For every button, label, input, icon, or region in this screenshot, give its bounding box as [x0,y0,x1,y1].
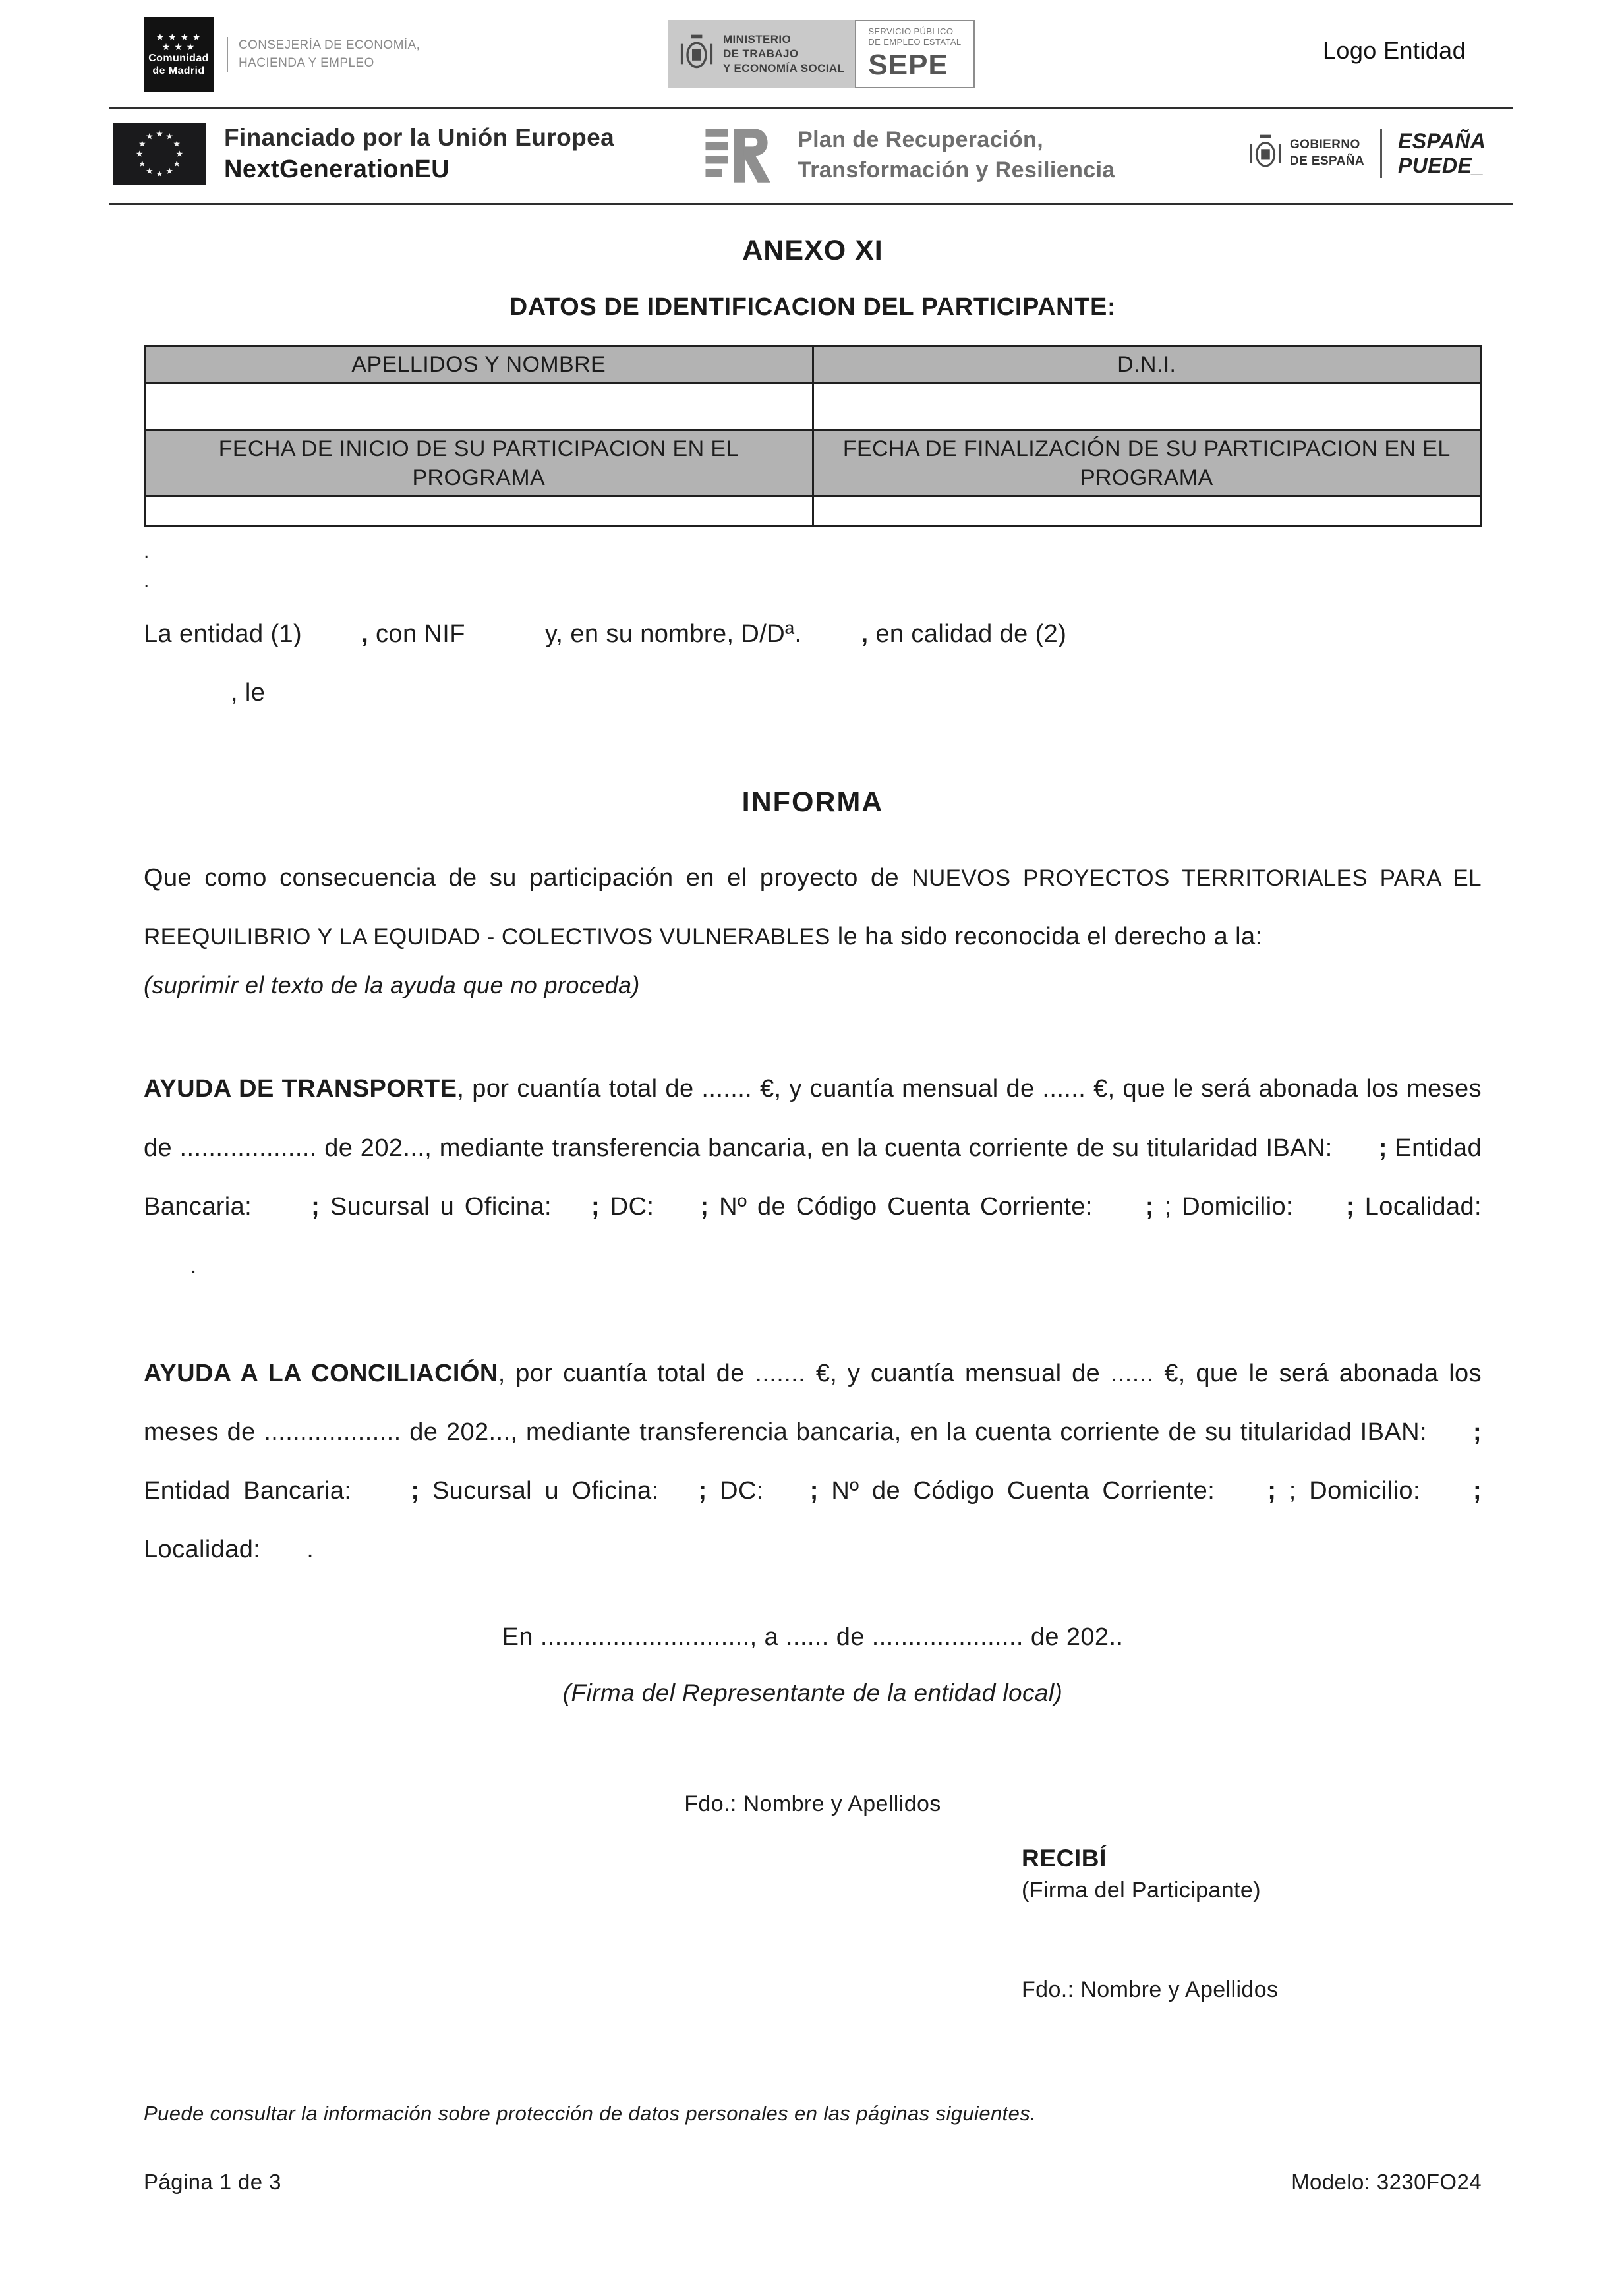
informa-heading: INFORMA [741,786,884,818]
header-fecha-inicio: FECHA DE INICIO DE SU PARTICIPACION EN EL PROGRAMA [145,430,813,496]
ministerio-line3: Y ECONOMÍA SOCIAL [723,62,845,75]
conciliacion-text-1: , por cuantía total de ....... €, y cuantía mensual de ...... €, que le será abonada los meses de ................... de 202..., mediante transferencia bancaria, en la cuenta corriente de su titularidad IBAN: [144,1359,1482,1446]
value-fecha-fin [813,496,1481,527]
ministerio-logo [668,20,855,88]
table-value-row-1 [145,383,1481,430]
ayuda-conciliacion-lead: AYUDA A LA CONCILIACIÓN [144,1359,498,1387]
header-dni: D.N.I. [813,347,1481,383]
value-fecha-inicio [145,496,813,527]
transporte-text-4: DC: [600,1192,654,1221]
eu-funding-label [224,124,614,184]
consejeria-line2: HACIENDA Y EMPLEO [239,56,374,70]
espana-line2: PUEDE_ [1398,153,1484,177]
ministerio-line1: MINISTERIO [723,32,792,45]
sepe-small-line1: SERVICIO PÚBLICO [868,26,954,36]
madrid-stars-row1: ★ ★ ★ ★ [156,32,202,43]
espana-puede-logo [1380,129,1486,178]
eu-flag-icon [113,123,206,185]
madrid-logo-text2: de Madrid [152,65,205,76]
comunidad-madrid-block [144,17,420,92]
semicolon: ; [1267,1477,1277,1505]
value-dni [813,383,1481,430]
sepe-wordmark: SEPE [868,49,948,82]
logo-entidad-placeholder: Logo Entidad [1323,37,1466,64]
stray-dot-1: . [144,540,150,563]
semicolon: ; [1472,1477,1482,1505]
sepe-logo [855,20,974,88]
conciliacion-text-2: Entidad Bancaria: [144,1477,352,1505]
espana-line1: ESPAÑA [1398,129,1486,153]
header-fecha-fin: FECHA DE FINALIZACIÓN DE SU PARTICIPACION EN EL PROGRAMA [813,430,1481,496]
informa-text-1: Que como consecuencia de su participación en el proyecto de [144,863,912,892]
fdo-participant: Fdo.: Nombre y Apellidos [1022,1977,1279,2002]
semicolon: ; [411,1477,420,1505]
ayuda-transporte-paragraph [144,1060,1482,1295]
semicolon: ; [809,1477,819,1505]
suprimir-note: (suprimir el texto de la ayuda que no proceda) [144,971,640,999]
page-number: Página 1 de 3 [144,2170,281,2194]
madrid-logo-text1: Comunidad [148,52,209,64]
informa-text-3: le ha sido reconocida el derecho a la: [830,923,1263,951]
coat-of-arms-icon [678,32,715,76]
entidad-text-3: y, en su nombre, D/Dª. [537,620,802,649]
transporte-text-6: ; Domicilio: [1153,1192,1293,1221]
entidad-text-2: con NIF [368,620,465,649]
gobierno-label [1290,137,1380,169]
transporte-text-5: Nº de Código Cuenta Corriente: [709,1192,1093,1221]
ministerio-line2: DE TRABAJO [723,47,799,60]
document-body [0,206,1624,2125]
transporte-text-2: Entidad Bancaria: [144,1134,1482,1221]
informa-paragraph [144,849,1482,967]
period: . [306,1536,314,1564]
stray-dots [144,536,1482,596]
gobierno-coat-of-arms-icon [1248,132,1283,175]
table-header-row-2 [145,430,1481,496]
bold-comma-2: , [861,620,869,649]
eu-funding-line2: NextGenerationEU [224,156,450,183]
bold-comma-1: , [361,620,369,649]
semicolon: ; [700,1192,709,1221]
participant-signature-caption: (Firma del Participante) [1022,1877,1261,1903]
plan-line1: Plan de Recuperación, [798,127,1044,153]
entidad-text-4: en calidad de (2) [868,620,1067,649]
section-title: DATOS DE IDENTIFICACION DEL PARTICIPANTE: [509,293,1116,321]
page-title: ANEXO XI [742,235,883,266]
semicolon: ; [1145,1192,1154,1221]
recibi-block [1022,1845,1482,1903]
conciliacion-text-5: Nº de Código Cuenta Corriente: [818,1477,1215,1505]
ministerio-sepe-block [668,20,975,88]
eu-funding-block [113,123,614,185]
data-protection-note: Puede consultar la información sobre protección de datos personales en las páginas siguientes. [144,2101,1037,2125]
gobierno-espana-block [1248,129,1486,178]
comunidad-madrid-logo [144,17,214,92]
plan-recuperacion-label [798,125,1115,186]
table-header-row-1 [145,347,1481,383]
semicolon: ; [1345,1192,1355,1221]
plan-recuperacion-block [704,121,1115,190]
transporte-text-3: Sucursal u Oficina: [320,1192,552,1221]
consejeria-line1: CONSEJERÍA DE ECONOMÍA, [239,38,420,53]
conciliacion-text-7: Localidad: [144,1536,261,1564]
semicolon: ; [591,1192,600,1221]
consejeria-label [227,37,420,72]
informa-project-name: NUEVOS PROYECTOS TERRITORIALES PARA EL REEQUILIBRIO Y LA EQUIDAD - COLECTIVOS VULNERABLES [144,865,1482,950]
entidad-text-1: La entidad (1) [144,620,303,649]
table-value-row-2 [145,496,1481,527]
semicolon: ; [1472,1418,1482,1446]
entidad-text-5: , le [231,679,266,707]
ayuda-conciliacion-paragraph [144,1344,1482,1580]
semicolon: ; [698,1477,707,1505]
transporte-text-7: Localidad: [1354,1192,1482,1221]
form-model-number: Modelo: 3230FO24 [1291,2170,1482,2194]
fdo-representative: Fdo.: Nombre y Apellidos [684,1791,941,1816]
plan-recuperacion-logo-icon [704,121,782,190]
semicolon: ; [311,1192,320,1221]
participant-id-table [144,345,1482,527]
transporte-text-1: , por cuantía total de ....... €, y cuantía mensual de ...... €, que le será abonada los meses de ................... de 202..., mediante transferencia bancaria, en la cuenta corriente de su titularidad IBAN: [144,1075,1482,1162]
period: . [190,1252,197,1280]
recibi-heading: RECIBÍ [1022,1844,1107,1872]
gobierno-line1: GOBIERNO [1290,138,1360,152]
ministerio-label [723,32,844,76]
header-divider-line-2 [109,203,1513,205]
ayuda-transporte-lead: AYUDA DE TRANSPORTE [144,1075,457,1103]
eu-funding-line1: Financiado por la Unión Europea [224,124,615,151]
madrid-stars-row2: ★ ★ ★ [161,42,196,53]
conciliacion-text-4: DC: [707,1477,764,1505]
entidad-paragraph [144,605,1482,723]
header-apellidos-nombre: APELLIDOS Y NOMBRE [145,347,813,383]
conciliacion-text-3: Sucursal u Oficina: [419,1477,659,1505]
conciliacion-text-6: ; Domicilio: [1276,1477,1420,1505]
plan-line2: Transformación y Resiliencia [798,158,1115,183]
place-date-line: En ............................., a ...... de ..................... de 202.. [502,1623,1124,1651]
header-divider-line-1 [109,107,1513,109]
gobierno-line2: DE ESPAÑA [1290,154,1365,168]
representative-signature-caption: (Firma del Representante de la entidad local) [562,1679,1063,1706]
semicolon: ; [1378,1134,1387,1162]
value-apellidos-nombre [145,383,813,430]
stray-dot-2: . [144,570,150,592]
sepe-small-line2: DE EMPLEO ESTATAL [868,37,962,47]
